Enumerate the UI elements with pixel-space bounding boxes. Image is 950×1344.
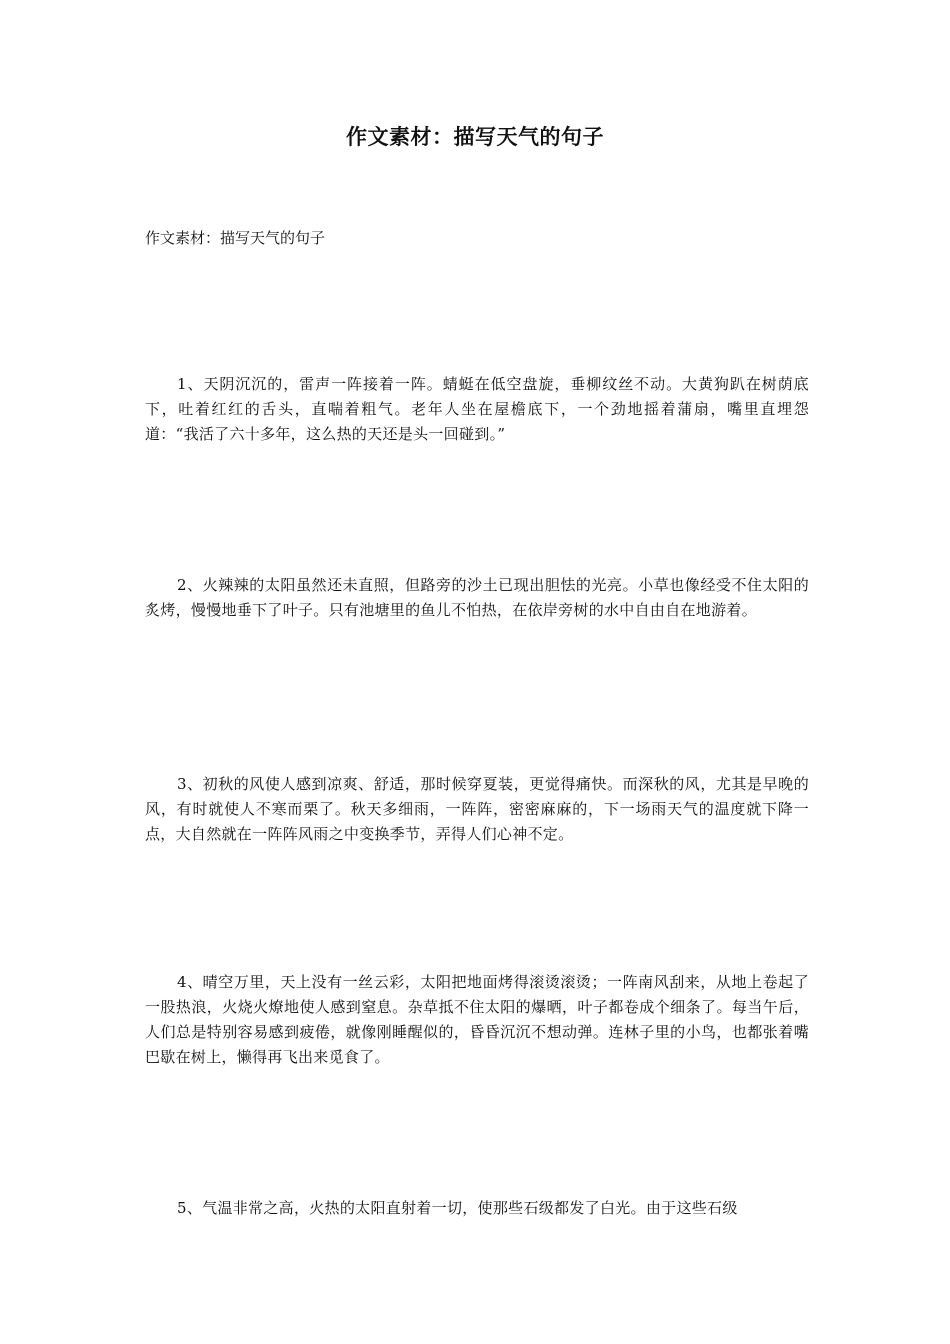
paragraph-1: 1、天阴沉沉的，雷声一阵接着一阵。蜻蜓在低空盘旋，垂柳纹丝不动。大黄狗趴在树荫底下，吐着红红的舌头，直喘着粗气。老年人坐在屋檐底下，一个劲地摇着蒲扇，嘴里直埋怨道：“我活了六十多年，这么热的天还是头一回碰到。”	[145, 375, 809, 443]
paragraph-3: 3、初秋的风使人感到凉爽、舒适，那时候穿夏装，更觉得痛快。而深秋的风，尤其是早晚的风，有时就使人不寒而栗了。秋天多细雨，一阵阵，密密麻麻的，下一场雨天气的温度就下降一点，大自然就在一阵阵风雨之中变换季节，弄得人们心神不定。	[145, 775, 809, 843]
document-title: 作文素材：描写天气的句子	[346, 124, 604, 149]
paragraph-2: 2、火辣辣的太阳虽然还未直照，但路旁的沙土已现出胆怯的光亮。小草也像经受不住太阳的炙烤，慢慢地垂下了叶子。只有池塘里的鱼儿不怕热，在依岸旁树的水中自由自在地游着。	[145, 576, 809, 619]
paragraph-5: 5、气温非常之高，火热的太阳直射着一切，使那些石级都发了白光。由于这些石级	[177, 1199, 738, 1217]
paragraph-4: 4、晴空万里，天上没有一丝云彩，太阳把地面烤得滚烫滚烫；一阵南风刮来，从地上卷起了一股热浪，火烧火燎地使人感到窒息。杂草抵不住太阳的爆晒，叶子都卷成个细条了。每当午后，人们总是特别容易感到疲倦，就像刚睡醒似的，昏昏沉沉不想动弹。连林子里的小鸟，也都张着嘴巴歇在树上，懒得再飞出来觅食了。	[145, 973, 809, 1066]
document-subtitle: 作文素材：描写天气的句子	[145, 229, 326, 247]
